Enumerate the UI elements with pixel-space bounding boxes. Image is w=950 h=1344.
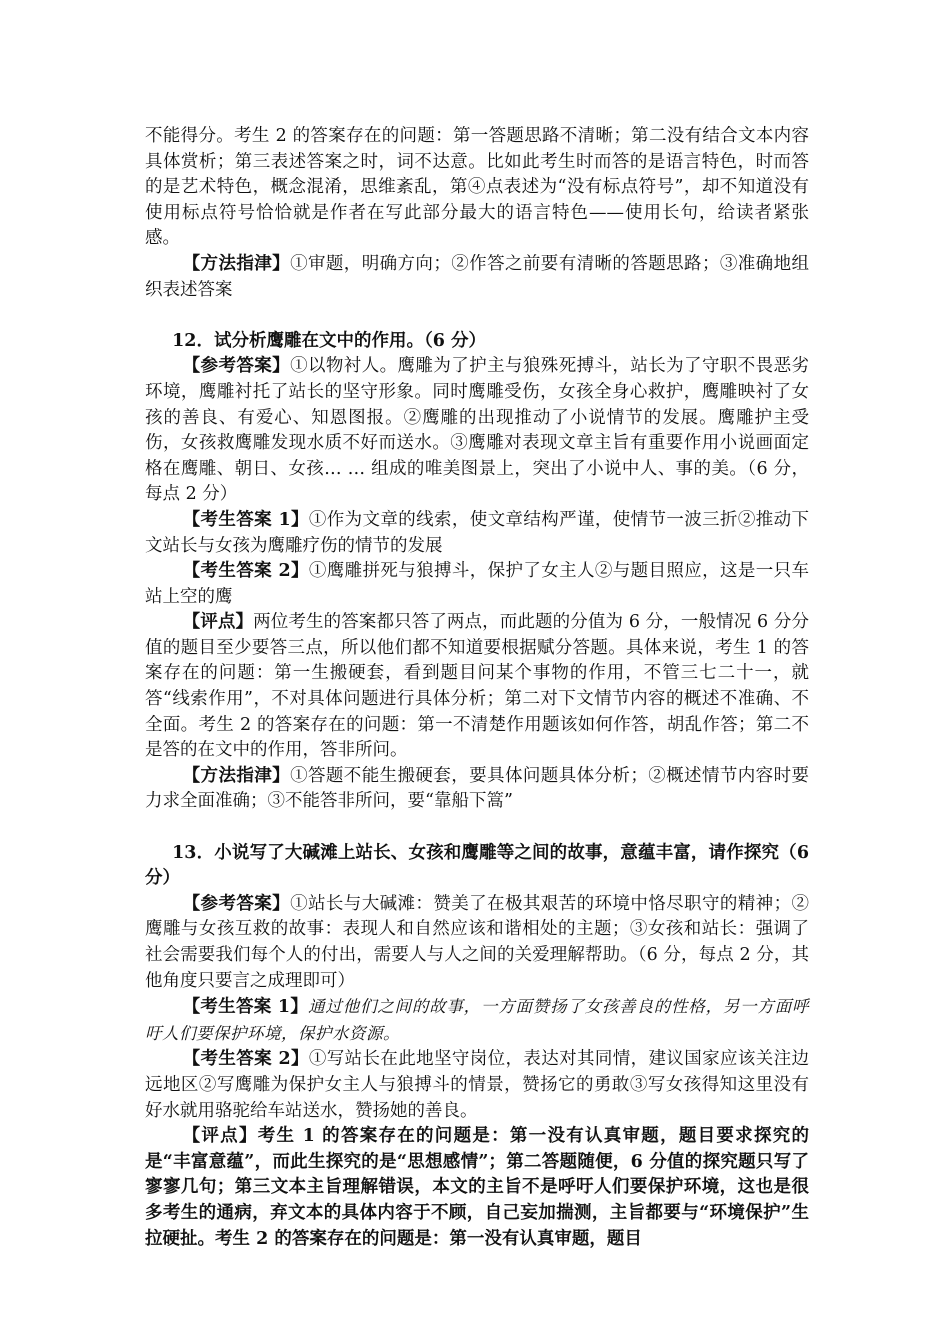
paragraph-student-answer-1-12 [145, 508, 809, 559]
student-answer-1-tag: 【考生答案 1】 [182, 997, 309, 1018]
method-text: ①审题，明确方向；②作答之前要有清晰的答题思路；③准确地组织表述答案 [145, 253, 810, 300]
paragraph-comment-12 [145, 610, 809, 764]
paragraph-method-guide-11 [145, 252, 809, 303]
paragraph-reference-answer-12 [145, 354, 809, 508]
student-answer-2-text: ①鹰雕拼死与狼搏斗，保护了女主人②与题目照应，这是一只车站上空的鹰 [145, 561, 809, 607]
comment-text: 两位考生的答案都只答了两点，而此题的分值为 6 分，一般情况 6 分分值的题目至少要答三点，所以他们都不知道要根据赋分答题。具体来说，考生 1 的答案存在的问题：第一生搬硬套，看到题目问某个事物的作用，不管三七二十一，就答“线索作用”，不对具体问题进行具体分析；第二对下文情节内容的概述不准确、不全面。考生 2 的答案存在的问题：第一不清楚作用题该如何作答，胡乱作答；第二不是答的在文中的作用，答非所问。 [145, 612, 809, 761]
method-tag: 【方法指津】 [182, 765, 291, 786]
paragraph-continued-comment: 不能得分。考生 2 的答案存在的问题：第一答题思路不清晰；第二没有结合文本内容具体赏析；第三表述答案之时，词不达意。比如此考生时而答的是语言特色，时而答的是艺术特色，概念混淆，思维紊乱，第④点表述为“没有标点符号”，却不知道没有使用标点符号恰恰就是作者在写此部分最大的语言特色——使用长句，给读者紧张感。 [145, 126, 809, 249]
spacer [145, 303, 809, 329]
document-page [145, 124, 809, 1252]
student-answer-1-tag: 【考生答案 1】 [182, 509, 309, 530]
paragraph-student-answer-1-13 [145, 994, 809, 1047]
method-text: ①答题不能生搬硬套，要具体问题具体分析；②概述情节内容时要力求全面准确；③不能答非所问，要“靠船下篙” [145, 765, 810, 812]
comment-text: 考生 1 的答案存在的问题是：第一没有认真审题，题目要求探究的是“丰富意蕴”，而此生探究的是“思想感情”；第二答题随便，6 分值的探究题只写了寥寥几句；第三文本主旨理解错误，本文的主旨不是呼吁人们要保护环境，这也是很多考生的通病，弃文本的具体内容于不顾，自己妄加揣测，主旨都要与“环境保护”生拉硬扯。考生 2 的答案存在的问题是：第一没有认真审题，题目 [145, 1126, 809, 1249]
method-tag: 【方法指津】 [182, 253, 291, 274]
reference-text: ①站长与大碱滩：赞美了在极其艰苦的环境中恪尽职守的精神；②鹰雕与女孩互救的故事：表现人和自然应该和谐相处的主题；③女孩和站长：强调了社会需要我们每个人的付出，需要人与人之间的关爱理解帮助。（6 分，每点 2 分，其他角度只要言之成理即可） [145, 893, 810, 991]
paragraph-reference-answer-13 [145, 892, 809, 994]
student-answer-2-text: ①写站长在此地坚守岗位，表达对其同情，建议国家应该关注边远地区②写鹰雕为保护女主人与狼搏斗的情景，赞扬它的勇敢③写女孩得知这里没有好水就用骆驼给车站送水，赞扬她的善良。 [145, 1049, 809, 1121]
reference-tag: 【参考答案】 [182, 356, 291, 377]
student-answer-1-handwritten-text: 通过他们之间的故事，一方面赞扬了女孩善良的性格，另一方面呼吁人们要保护环境，保护水资源。 [145, 997, 809, 1043]
spacer [145, 815, 809, 841]
paragraph-method-guide-12 [145, 764, 809, 815]
paragraph-comment-13 [145, 1124, 809, 1252]
reference-text: ①以物衬人。鹰雕为了护主与狼殊死搏斗，站长为了守职不畏恶劣环境，鹰雕衬托了站长的坚守形象。同时鹰雕受伤，女孩全身心救护，鹰雕映衬了女孩的善良、有爱心、知恩图报。②鹰雕的出现推动了小说情节的发展。鹰雕护主受伤，女孩救鹰雕发现水质不好而送水。③鹰雕对表现文章主旨有重要作用小说画面定格在鹰雕、朝日、女孩… … 组成的唯美图景上，突出了小说中人、事的美。（6 分，每点 2 分） [145, 356, 810, 505]
comment-tag: 【评点】 [182, 612, 254, 633]
student-answer-2-tag: 【考生答案 2】 [182, 1049, 309, 1070]
student-answer-1-text: ①作为文章的线索，使文章结构严谨，使情节一波三折②推动下文站长与女孩为鹰雕疗伤的情节的发展 [145, 509, 809, 556]
question-13: 13．小说写了大碱滩上站长、女孩和鹰雕等之间的故事，意蕴丰富，请作探究（6 分） [145, 842, 809, 889]
question-12: 12．试分析鹰雕在文中的作用。（6 分） [172, 330, 486, 351]
paragraph-student-answer-2-13 [145, 1047, 809, 1124]
reference-tag: 【参考答案】 [182, 893, 291, 914]
student-answer-2-tag: 【考生答案 2】 [182, 561, 309, 582]
paragraph-student-answer-2-12 [145, 559, 809, 610]
comment-tag: 【评点】 [182, 1126, 258, 1147]
